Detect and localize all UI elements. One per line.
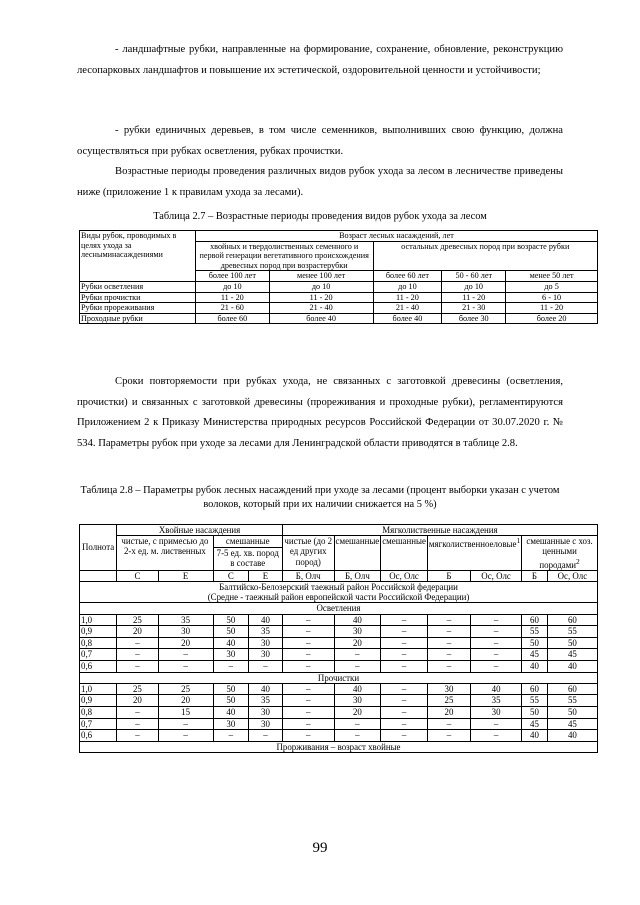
region-cell — [80, 581, 598, 602]
table-cell: – — [117, 730, 158, 742]
table-cell: 20 — [158, 637, 213, 649]
table-cell: – — [381, 730, 428, 742]
table-cell: 20 — [117, 695, 158, 707]
table-cell: 40 — [213, 637, 248, 649]
table-row — [80, 292, 598, 303]
table-cell: – — [471, 649, 522, 661]
table-cell: 35 — [471, 695, 522, 707]
table-cell: – — [282, 614, 334, 626]
table-cell: – — [117, 660, 158, 672]
table-row — [80, 536, 598, 548]
table-row — [80, 303, 598, 314]
polnota-cell: 1,0 — [80, 614, 117, 626]
table-2-7-body — [80, 281, 598, 323]
table-cell: – — [282, 637, 334, 649]
table-row — [80, 525, 598, 536]
header-cell: смешанные — [213, 536, 282, 548]
table-cell: – — [282, 695, 334, 707]
table-cell: – — [471, 637, 522, 649]
table-cell: 40 — [334, 683, 381, 695]
table-cell: 30 — [427, 683, 470, 695]
table-cell: 11 - 20 — [442, 292, 506, 303]
species-cell: Б — [522, 570, 548, 581]
table-row — [80, 718, 598, 730]
table-cell: – — [427, 649, 470, 661]
table-cell: 20 — [117, 626, 158, 638]
header-cell: Мягколиственные насаждения — [282, 525, 597, 536]
header-cell: остальных древесных пород при возрасте рубки — [373, 241, 598, 271]
table-cell: – — [427, 730, 470, 742]
footnote-mark: 2 — [576, 556, 580, 566]
header-cell: Полнота — [80, 525, 117, 571]
header-text: мягколиственноеловые — [428, 539, 517, 550]
table-cell: 40 — [471, 683, 522, 695]
section-cell: Прорживания – возраст хвойные — [80, 741, 598, 752]
table-cell: 30 — [249, 706, 283, 718]
table-2-8-caption: Таблица 2.8 – Параметры рубок лесных насаждений при уходе за лесами (процент выборки указан с учетом волоков, который при их наличии снижается на 5 %) — [80, 485, 560, 510]
table-cell: – — [381, 695, 428, 707]
table-row — [80, 637, 598, 649]
table-2-8-section-1 — [80, 614, 598, 672]
table-cell: – — [381, 649, 428, 661]
table-cell: 55 — [522, 626, 548, 638]
table-cell: – — [117, 649, 158, 661]
table-cell: 60 — [547, 614, 597, 626]
table-cell: – — [427, 626, 470, 638]
table-cell: 6 - 10 — [506, 292, 598, 303]
table-cell: 30 — [471, 706, 522, 718]
section-cell: Прочистки — [80, 672, 598, 683]
header-cell: 50 - 60 лет — [442, 271, 506, 282]
table-cell: – — [158, 718, 213, 730]
table-cell: – — [282, 660, 334, 672]
table-cell: – — [282, 649, 334, 661]
table-cell: – — [282, 683, 334, 695]
table-cell: – — [158, 660, 213, 672]
header-cell: 7-5 ед. хв. пород в составе — [213, 548, 282, 571]
header-text: смешанные с хоз. ценными породами — [526, 536, 593, 570]
table-row — [80, 741, 598, 752]
header-cell: Виды рубок, проводимых в целях ухода за лесныминасаждениями — [80, 231, 196, 282]
table-cell: – — [471, 660, 522, 672]
table-cell: – — [381, 626, 428, 638]
table-row — [80, 313, 598, 324]
table-cell: – — [117, 637, 158, 649]
table-cell: до 10 — [442, 281, 506, 292]
row-label: Рубки прочистки — [80, 292, 196, 303]
table-row — [80, 730, 598, 742]
table-row — [80, 672, 598, 683]
table-cell: более 20 — [506, 313, 598, 324]
header-cell: чистые, с примесью до 2-х ед. м. лиственных — [117, 536, 213, 571]
table-row — [80, 570, 598, 581]
table-cell: 45 — [522, 718, 548, 730]
table-cell: 20 — [158, 695, 213, 707]
table-cell: до 5 — [506, 281, 598, 292]
header-cell: чистые (до 2 ед других пород) — [282, 536, 334, 571]
header-cell: более 100 лет — [195, 271, 269, 282]
table-cell: 35 — [249, 626, 283, 638]
table-cell: 11 - 20 — [373, 292, 442, 303]
table-cell: – — [381, 614, 428, 626]
header-cell — [80, 570, 117, 581]
table-cell: 60 — [547, 683, 597, 695]
table-row — [80, 603, 598, 614]
table-cell: 55 — [522, 695, 548, 707]
polnota-cell: 0,9 — [80, 626, 117, 638]
species-cell: Ос, Олс — [471, 570, 522, 581]
table-cell: 50 — [547, 637, 597, 649]
section-cell: Осветления — [80, 603, 598, 614]
polnota-cell: 0,9 — [80, 695, 117, 707]
polnota-cell: 0,7 — [80, 718, 117, 730]
table-row — [80, 660, 598, 672]
table-cell: 35 — [158, 614, 213, 626]
table-cell: – — [334, 649, 381, 661]
table-row — [80, 281, 598, 292]
table-cell: – — [158, 730, 213, 742]
species-cell: Е — [158, 570, 213, 581]
table-cell: 21 - 40 — [269, 303, 373, 314]
table-cell: – — [471, 614, 522, 626]
header-cell: Возраст лесных насаждений, лет — [195, 231, 597, 242]
table-cell: 30 — [213, 649, 248, 661]
table-row — [80, 683, 598, 695]
table-cell: 21 - 60 — [195, 303, 269, 314]
table-cell: 50 — [213, 683, 248, 695]
table-2-8 — [79, 524, 598, 753]
species-cell: Б — [427, 570, 470, 581]
polnota-cell: 0,8 — [80, 706, 117, 718]
polnota-cell: 0,6 — [80, 660, 117, 672]
table-cell: 40 — [522, 660, 548, 672]
footnote-mark: 1 — [516, 536, 521, 546]
header-cell: хвойных и твердолиственных семенного и первой генерации вегетативного происхождения древесных пород при возрастерубки — [195, 241, 373, 271]
table-2-8-section-2 — [80, 683, 598, 741]
table-cell: 25 — [427, 695, 470, 707]
table-cell: 50 — [522, 706, 548, 718]
table-cell: 30 — [213, 718, 248, 730]
table-cell: – — [381, 718, 428, 730]
header-cell — [427, 536, 521, 571]
header-cell — [522, 536, 598, 571]
table-cell: 40 — [249, 614, 283, 626]
table-cell: – — [471, 626, 522, 638]
table-cell: 25 — [117, 614, 158, 626]
row-label: Рубки прореживания — [80, 303, 196, 314]
table-cell: более 30 — [442, 313, 506, 324]
region-line: Балтийско-Белозерский таежный район Российской федерации — [219, 581, 458, 592]
table-cell: – — [334, 718, 381, 730]
table-cell: 20 — [334, 706, 381, 718]
paragraph-age-periods: Возрастные периоды проведения различных видов рубок ухода за лесом в лесничестве приведены ниже (приложение 1 к правилам ухода за лесами). — [77, 166, 563, 198]
species-cell: Б, Олч — [282, 570, 334, 581]
table-2-7-caption: Таблица 2.7 – Возрастные периоды проведения видов рубок ухода за лесом — [153, 211, 487, 222]
table-row — [80, 706, 598, 718]
table-cell: – — [427, 660, 470, 672]
table-cell: – — [282, 730, 334, 742]
table-cell: 40 — [334, 614, 381, 626]
table-cell: 15 — [158, 706, 213, 718]
header-cell: смешанные — [381, 536, 428, 571]
table-cell: – — [213, 730, 248, 742]
header-cell: более 60 лет — [373, 271, 442, 282]
table-cell: – — [381, 660, 428, 672]
table-cell: 55 — [547, 626, 597, 638]
table-cell: 30 — [249, 718, 283, 730]
table-cell: 21 - 30 — [442, 303, 506, 314]
table-cell: 30 — [249, 649, 283, 661]
row-label: Проходные рубки — [80, 313, 196, 324]
table-cell: – — [427, 637, 470, 649]
paragraph-repeat-periods: Сроки повторяемости при рубках ухода, не связанных с заготовкой древесины (осветления, прочистки) и связанных с заготовкой древесины (прореживания и проходные рубки), регламентируются Приложением 2 к Приказу Министерства природных ресурсов Российской Федерации от 30.07.2020 г. № 534. Параметры рубок при уходе за лесами для Ленинградской области приводятся в таблице 2.8. — [77, 376, 563, 449]
table-cell: более 40 — [373, 313, 442, 324]
species-cell: С — [117, 570, 158, 581]
table-row — [80, 231, 598, 242]
table-cell: – — [117, 718, 158, 730]
table-2-7 — [79, 230, 598, 324]
table-row — [80, 695, 598, 707]
table-cell: 50 — [547, 706, 597, 718]
table-cell: – — [282, 706, 334, 718]
table-cell: – — [117, 706, 158, 718]
table-row — [80, 614, 598, 626]
table-cell: 25 — [117, 683, 158, 695]
table-cell: – — [282, 626, 334, 638]
table-cell: 11 - 20 — [195, 292, 269, 303]
table-cell: – — [158, 649, 213, 661]
table-cell: – — [334, 660, 381, 672]
table-row — [80, 649, 598, 661]
table-cell: 20 — [427, 706, 470, 718]
polnota-cell: 0,8 — [80, 637, 117, 649]
header-cell: менее 100 лет — [269, 271, 373, 282]
species-cell: Ос, Олс — [381, 570, 428, 581]
species-cell: Е — [249, 570, 283, 581]
table-cell: более 60 — [195, 313, 269, 324]
species-cell: Ос, Олс — [547, 570, 597, 581]
polnota-cell: 0,7 — [80, 649, 117, 661]
page-number: 99 — [312, 840, 328, 856]
table-cell: – — [427, 718, 470, 730]
table-cell: 50 — [213, 626, 248, 638]
polnota-cell: 1,0 — [80, 683, 117, 695]
table-cell: 20 — [334, 637, 381, 649]
table-cell: более 40 — [269, 313, 373, 324]
table-cell: 55 — [547, 695, 597, 707]
table-cell: – — [334, 730, 381, 742]
table-cell: до 10 — [373, 281, 442, 292]
table-cell: – — [282, 718, 334, 730]
table-cell: 50 — [213, 695, 248, 707]
polnota-cell: 0,6 — [80, 730, 117, 742]
table-cell: 30 — [158, 626, 213, 638]
table-cell: – — [249, 730, 283, 742]
table-cell: – — [381, 637, 428, 649]
table-cell: 30 — [334, 626, 381, 638]
table-row — [80, 626, 598, 638]
row-label: Рубки осветления — [80, 281, 196, 292]
table-cell: 60 — [522, 683, 548, 695]
table-cell: – — [471, 718, 522, 730]
table-cell: 40 — [249, 683, 283, 695]
table-cell: до 10 — [269, 281, 373, 292]
table-cell: 35 — [249, 695, 283, 707]
table-cell: 11 - 20 — [269, 292, 373, 303]
table-cell: 21 - 40 — [373, 303, 442, 314]
table-cell: до 10 — [195, 281, 269, 292]
header-cell: Хвойные насаждения — [117, 525, 283, 536]
table-cell: 40 — [547, 660, 597, 672]
species-cell: Б, Олч — [334, 570, 381, 581]
table-cell: – — [213, 660, 248, 672]
header-cell: смешанные — [334, 536, 381, 571]
table-cell: – — [381, 706, 428, 718]
header-cell: менее 50 лет — [506, 271, 598, 282]
table-cell: – — [381, 683, 428, 695]
table-row — [80, 581, 598, 602]
table-cell: 25 — [158, 683, 213, 695]
table-cell: 30 — [249, 637, 283, 649]
table-cell: – — [427, 614, 470, 626]
table-cell: 11 - 20 — [506, 303, 598, 314]
paragraph-landscape: - ландшафтные рубки, направленные на формирование, сохранение, обновление, реконструкцию лесопарковых ландшафтов и повышение их эстетической, оздоровительной ценности и устойчивости; — [77, 44, 563, 76]
table-cell: – — [249, 660, 283, 672]
table-cell: 40 — [213, 706, 248, 718]
table-cell: 40 — [522, 730, 548, 742]
table-cell: 60 — [522, 614, 548, 626]
table-cell: 50 — [213, 614, 248, 626]
table-cell: 40 — [547, 730, 597, 742]
table-cell: 50 — [522, 637, 548, 649]
table-cell: – — [471, 730, 522, 742]
table-cell: 45 — [547, 718, 597, 730]
table-cell: 30 — [334, 695, 381, 707]
species-cell: С — [213, 570, 248, 581]
paragraph-single-trees: - рубки единичных деревьев, в том числе семенников, выполнивших свою функцию, должна осуществляться при рубках осветления, рубках прочистки. — [77, 125, 563, 157]
region-line: (Средне - таежный район европейской части Российской Федерации) — [207, 592, 470, 603]
table-cell: 45 — [547, 649, 597, 661]
table-cell: 45 — [522, 649, 548, 661]
